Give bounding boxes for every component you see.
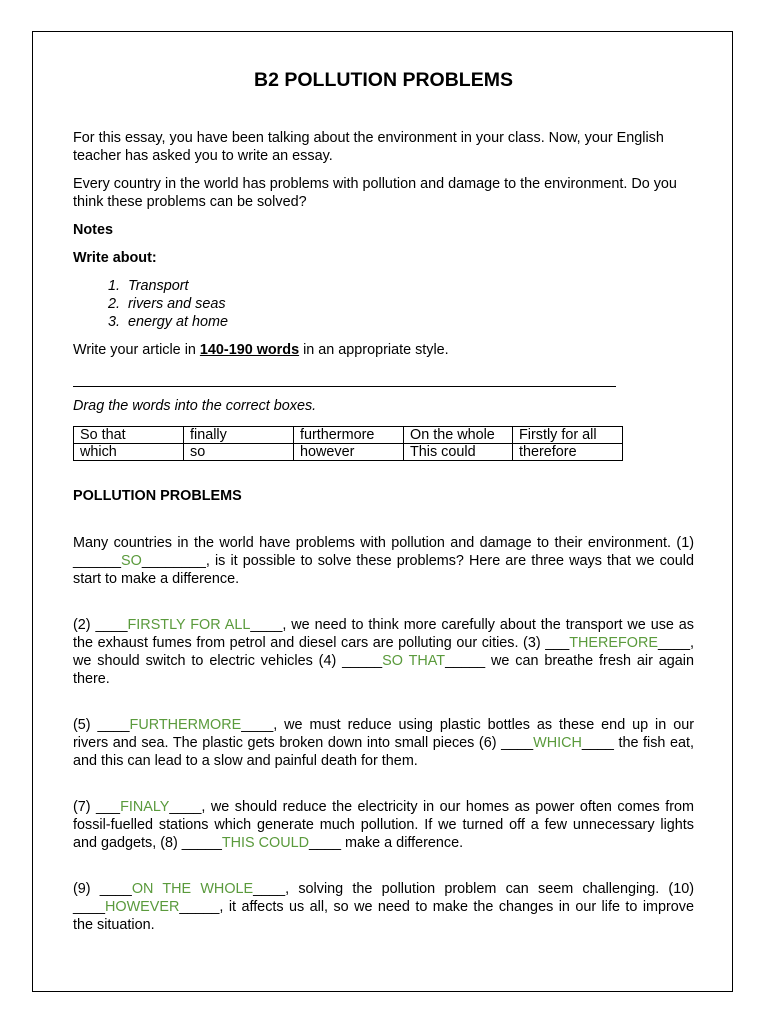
separator-line [73,386,616,387]
answer-box-9[interactable]: ON THE WHOLE [131,881,254,897]
word-count-instruction: Write your article in 140-190 words in an appropriate style. [73,342,449,358]
word-chip[interactable]: however [294,444,404,461]
essay-paragraph-3: (5) ____FURTHERMORE____, we must reduce using plastic bottles as these end up in our rivers and sea. The plastic gets broken down into small pieces (6) ____WHICH____ the fish eat, and this can lead to a slow and painful death for them. [73,717,694,769]
answer-box-8[interactable]: THIS COULD [221,835,309,851]
topic-item: 3. energy at home [107,314,228,330]
answer-box-7[interactable]: FINALY [120,799,170,815]
intro-paragraph-1: For this essay, you have been talking about the environment in your class. Now, your English teacher has asked you to write an essay. [73,130,664,164]
drag-instruction: Drag the words into the correct boxes. [73,398,317,414]
word-chip[interactable]: Firstly for all [513,427,623,444]
answer-box-6[interactable]: WHICH [533,735,582,751]
word-chip[interactable]: So that [74,427,184,444]
notes-label: Notes [73,222,113,238]
answer-box-1[interactable]: SO [121,553,142,569]
topic-item: 2. rivers and seas [107,296,226,312]
word-chip[interactable]: which [74,444,184,461]
word-chip[interactable]: finally [184,427,294,444]
essay-paragraph-2: (2) ____FIRSTLY FOR ALL____, we need to think more carefully about the transport we use as the exhaust fumes from petrol and diesel cars are polluting our cities. (3) ___THEREFORE____, we should switch to electric vehicles (4) _____SO THAT_____ we can breathe fresh air again there. [73,617,694,687]
answer-box-4[interactable]: SO THAT [382,653,446,669]
word-chip[interactable]: so [184,444,294,461]
essay-heading: POLLUTION PROBLEMS [73,488,242,504]
topics-list [73,277,228,331]
page-title: B2 POLLUTION PROBLEMS [254,69,513,91]
word-chip[interactable]: On the whole [404,427,513,444]
word-chip[interactable]: This could [404,444,513,461]
word-bank-table [73,426,623,461]
essay-paragraph-4: (7) ___FINALY____, we should reduce the electricity in our homes as power often comes from fossil-fuelled stations which generate much pollution. If we turned off a few unnecessary lights and gadgets, (8) _____THIS COULD____ make a difference. [73,799,694,851]
word-chip[interactable]: furthermore [294,427,404,444]
word-bank-row [74,444,623,461]
essay-paragraph-1: Many countries in the world have problems with pollution and damage to their environment. (1) ______SO________, is it possible to solve these problems? Here are three ways that we could start to make a difference. [73,535,694,587]
essay-paragraph-5: (9) ____ON THE WHOLE____, solving the pollution problem can seem challenging. (10) ____HOWEVER_____, it affects us all, so we need to make the changes in our life to improve the situation. [73,881,695,933]
word-count-range: 140-190 words [199,342,300,358]
word-bank-row [74,427,623,444]
answer-box-2[interactable]: FIRSTLY FOR ALL [127,617,251,633]
word-chip[interactable]: therefore [513,444,623,461]
topic-item: 1. Transport [107,278,189,294]
answer-box-10[interactable]: HOWEVER [105,899,180,915]
write-about-label: Write about: [73,250,157,266]
answer-box-3[interactable]: THEREFORE [569,635,658,651]
intro-paragraph-2: Every country in the world has problems with pollution and damage to the environment. Do you think these problems can be solved? [73,176,677,210]
answer-box-5[interactable]: FURTHERMORE [129,717,242,733]
